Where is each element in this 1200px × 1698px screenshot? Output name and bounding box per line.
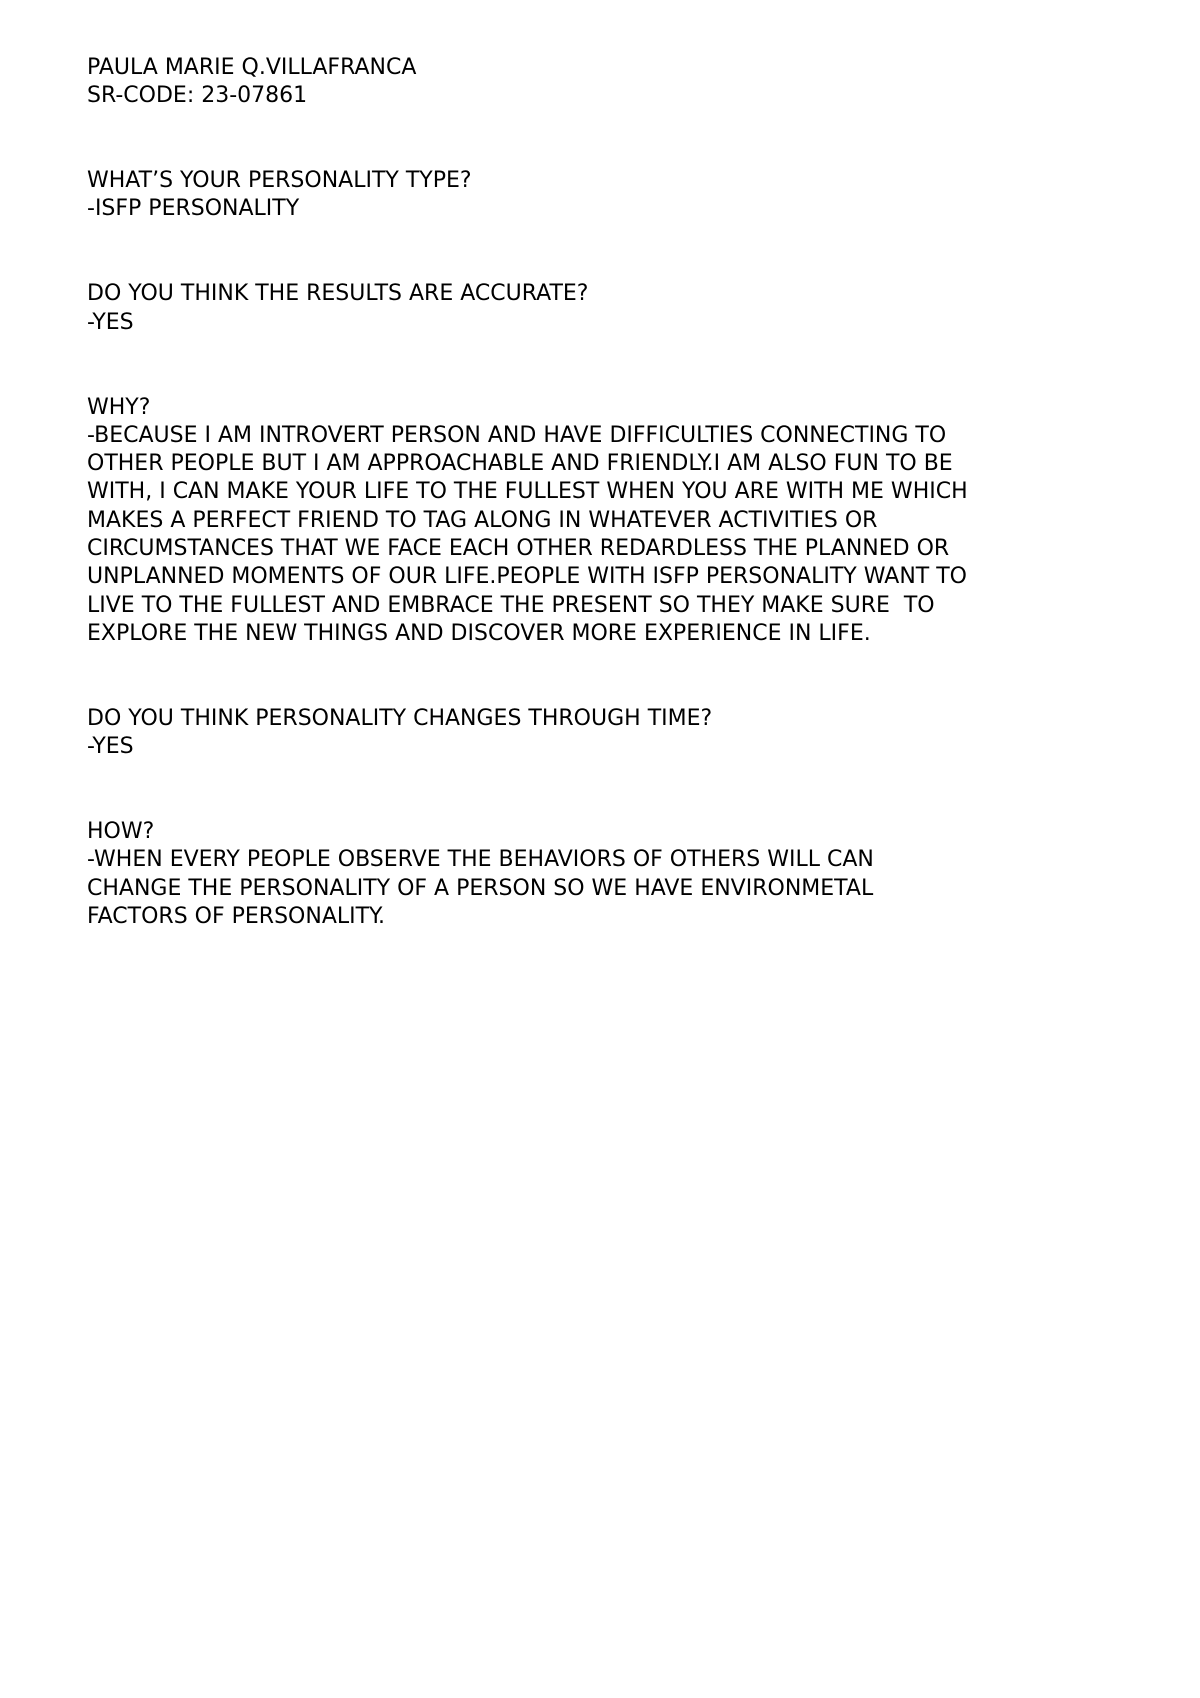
answer-line: CHANGE THE PERSONALITY OF A PERSON SO WE HAVE ENVIRONMETAL [87, 875, 874, 901]
spacer [87, 761, 1127, 818]
answer-line: EXPLORE THE NEW THINGS AND DISCOVER MORE EXPERIENCE IN LIFE. [87, 620, 871, 646]
question: DO YOU THINK THE RESULTS ARE ACCURATE? [87, 281, 589, 307]
qa-section [87, 705, 1127, 762]
answer-line: CIRCUMSTANCES THAT WE FACE EACH OTHER REDARDLESS THE PLANNED OR [87, 536, 950, 562]
qa-section [87, 394, 1127, 649]
answer-line: -WHEN EVERY PEOPLE OBSERVE THE BEHAVIORS OF OTHERS WILL CAN [87, 847, 874, 873]
spacer [87, 337, 1127, 394]
document-body [87, 54, 1127, 931]
question: WHY? [87, 394, 151, 420]
student-name: PAULA MARIE Q.VILLAFRANCA [87, 55, 417, 80]
sr-code: SR-CODE: 23-07861 [87, 83, 308, 109]
answer-line: UNPLANNED MOMENTS OF OUR LIFE.PEOPLE WITH ISFP PERSONALITY WANT TO [87, 564, 967, 590]
answer-line: -YES [87, 734, 134, 760]
qa-section [87, 280, 1127, 337]
spacer [87, 111, 1127, 168]
spacer [87, 224, 1127, 281]
answer-line: LIVE TO THE FULLEST AND EMBRACE THE PRESENT SO THEY MAKE SURE TO [87, 592, 935, 618]
spacer [87, 648, 1127, 705]
answer-line: -BECAUSE I AM INTROVERT PERSON AND HAVE DIFFICULTIES CONNECTING TO [87, 422, 947, 448]
qa-section [87, 167, 1127, 224]
question: DO YOU THINK PERSONALITY CHANGES THROUGH TIME? [87, 705, 713, 731]
answer-line: OTHER PEOPLE BUT I AM APPROACHABLE AND FRIENDLY.I AM ALSO FUN TO BE [87, 451, 953, 477]
answer-line: WITH, I CAN MAKE YOUR LIFE TO THE FULLEST WHEN YOU ARE WITH ME WHICH [87, 479, 968, 505]
question: WHAT’S YOUR PERSONALITY TYPE? [87, 168, 472, 194]
answer-line: -ISFP PERSONALITY [87, 196, 300, 222]
answer-line: FACTORS OF PERSONALITY. [87, 903, 386, 929]
answer-line: -YES [87, 309, 134, 335]
answer-line: MAKES A PERFECT FRIEND TO TAG ALONG IN WHATEVER ACTIVITIES OR [87, 507, 878, 533]
question: HOW? [87, 819, 155, 845]
qa-section [87, 818, 1127, 931]
